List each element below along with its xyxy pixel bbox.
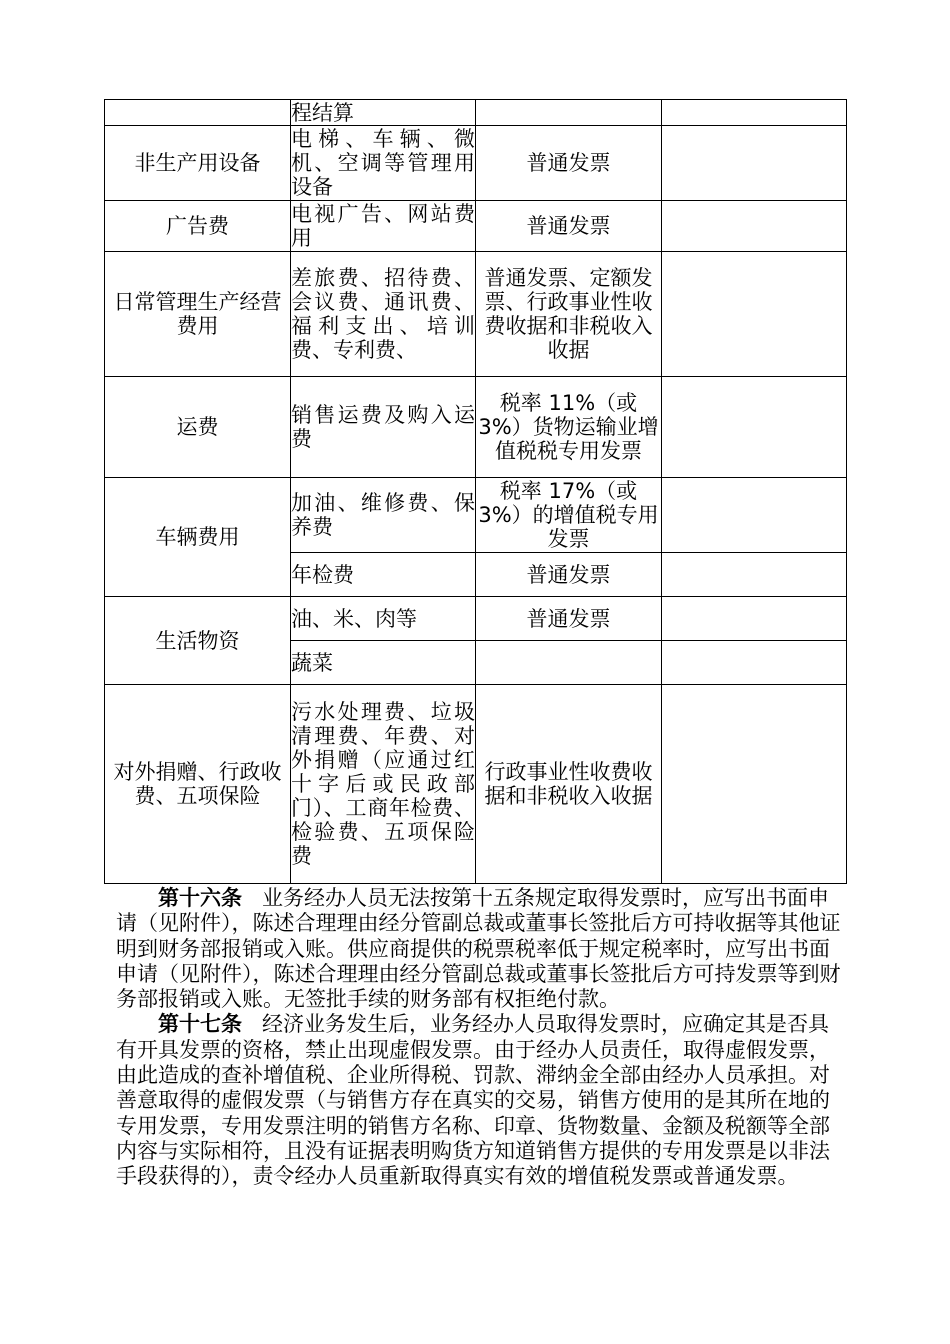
table-row <box>105 126 847 201</box>
invoice-type-cell: 税率 11%（或 3%）货物运输业增值税税专用发票 <box>476 377 662 478</box>
items-cell: 电视广告、网站费用 <box>291 202 475 250</box>
table-row <box>105 597 847 641</box>
article-heading: 第十七条 <box>158 1012 242 1037</box>
article-paragraph <box>116 1012 844 1189</box>
note-cell <box>662 478 847 553</box>
category-cell: 非生产用设备 <box>105 126 291 201</box>
note-cell <box>662 597 847 641</box>
items-cell: 差旅费、招待费、会议费、通讯费、福利支出、培训费、专利费、 <box>291 252 476 377</box>
invoice-type-cell: 普通发票 <box>476 201 662 252</box>
category-cell: 运费 <box>105 377 291 478</box>
invoice-type-cell <box>476 641 662 685</box>
invoice-type-cell <box>476 100 662 126</box>
article-body: 业务经办人员无法按第十五条规定取得发票时，应写出书面申请（见附件），陈述合理理由经分管副总裁或董事长签批后方可持收据等其他证明到财务部报销或入账。供应商提供的税票税率低于规定税率时，应写出书面申请（见附件），陈述合理理由经分管副总裁或董事长签批后方可持发票等到财务部报销或入账。无签批手续的财务部有权拒绝付款。 <box>116 886 841 1012</box>
items-cell: 加油、维修费、保养费 <box>291 478 476 553</box>
invoice-type-cell: 税率 17%（或 3%）的增值税专用发票 <box>476 478 662 553</box>
invoice-type-cell: 普通发票 <box>476 126 662 201</box>
items-cell: 油、米、肉等 <box>291 597 476 641</box>
items-cell: 销售运费及购入运费 <box>291 377 476 478</box>
article-text <box>116 886 844 1190</box>
table-row <box>105 201 847 252</box>
invoice-type-cell: 普通发票、定额发票、行政事业性收费收据和非税收入收据 <box>476 252 662 377</box>
table-row <box>105 685 847 884</box>
category-cell <box>105 100 291 126</box>
article-heading: 第十六条 <box>158 886 242 910</box>
note-cell <box>662 252 847 377</box>
article-body: 经济业务发生后，业务经办人员取得发票时，应确定其是否具有开具发票的资格，禁止出现虚假发票。由于经办人员责任，取得虚假发票，由此造成的查补增值税、企业所得税、罚款、滞纳金全部由经办人员承担。对善意取得的虚假发票（与销售方存在真实的交易，销售方使用的是其所在地的专用发票，专用发票注明的销售方名称、印章、货物数量、金额及税额等全部内容与实际相符，且没有证据表明购货方知道销售方提供的专用发票是以非法手段获得的），责令经办人员重新取得真实有效的增值税发票或普通发票。 <box>116 1012 830 1189</box>
note-cell <box>662 100 847 126</box>
note-cell <box>662 641 847 685</box>
table-row <box>105 100 847 126</box>
category-cell: 车辆费用 <box>105 478 291 597</box>
invoice-type-cell: 普通发票 <box>476 597 662 641</box>
note-cell <box>662 126 847 201</box>
note-cell <box>662 377 847 478</box>
invoice-requirements-table <box>104 99 847 884</box>
items-cell: 污水处理费、垃圾清理费、年费、对外捐赠（应通过红十字后或民政部门）、工商年检费、检验费、五项保险费 <box>291 685 476 884</box>
category-cell: 对外捐赠、行政收费、五项保险 <box>105 685 291 884</box>
items-cell: 年检费 <box>291 553 476 597</box>
category-cell: 广告费 <box>105 201 291 252</box>
note-cell <box>662 685 847 884</box>
invoice-type-cell: 普通发票 <box>476 553 662 597</box>
table-row <box>105 252 847 377</box>
items-cell: 程结算 <box>291 100 476 126</box>
items-cell: 电梯、车辆、微机、空调等管理用设备 <box>291 127 475 199</box>
category-cell: 日常管理生产经营费用 <box>105 252 291 377</box>
note-cell <box>662 553 847 597</box>
category-cell: 生活物资 <box>105 597 291 685</box>
items-cell: 蔬菜 <box>291 641 476 685</box>
invoice-type-cell: 行政事业性收费收据和非税收入收据 <box>476 685 662 884</box>
note-cell <box>662 201 847 252</box>
table-row <box>105 377 847 478</box>
table-row <box>105 478 847 553</box>
article-paragraph <box>116 886 844 1012</box>
